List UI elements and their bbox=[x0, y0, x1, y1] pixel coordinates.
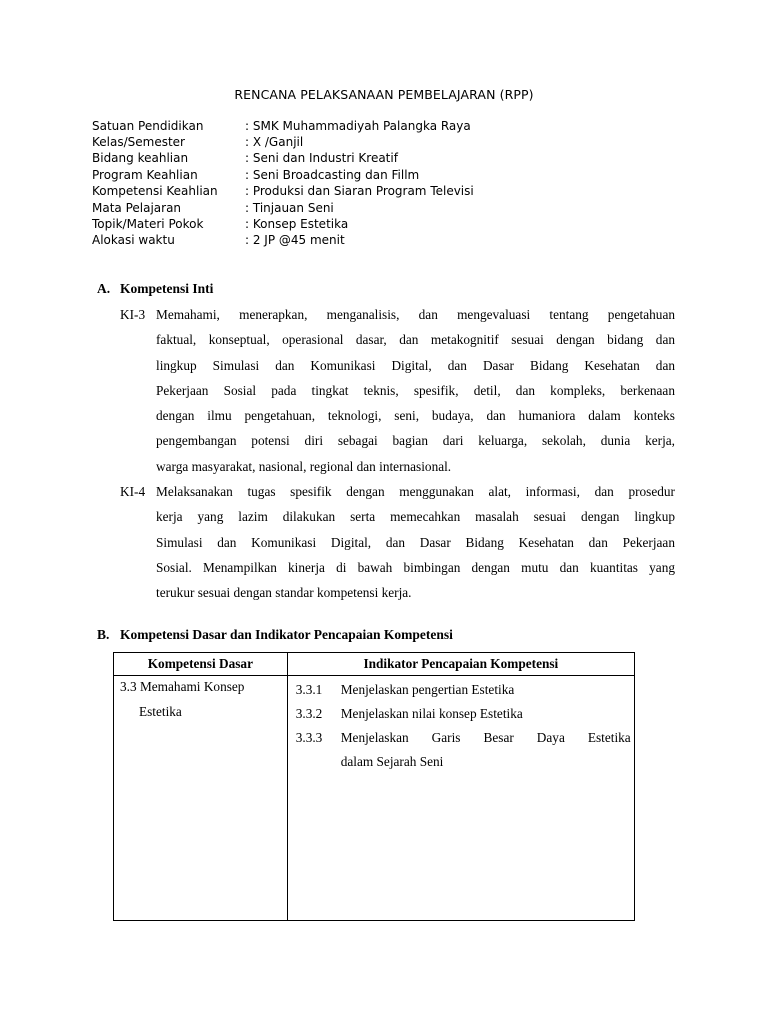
identity-label: Kelas/Semester bbox=[92, 135, 185, 149]
indicator-number: 3.3.2 bbox=[295, 706, 323, 721]
identity-value: : Tinjauan Seni bbox=[245, 201, 334, 215]
identity-label: Topik/Materi Pokok bbox=[92, 217, 204, 231]
ki-line: dengan ilmu pengetahuan, teknologi, seni, budaya, dan humaniora dalam konteks bbox=[156, 408, 675, 424]
section-title: Kompetensi Inti bbox=[120, 281, 214, 296]
section-letter: A. bbox=[97, 281, 111, 296]
ki-line: Pekerjaan Sosial pada tingkat teknis, spesifik, detil, dan kompleks, berkenaan bbox=[156, 382, 675, 398]
ki4-paragraph bbox=[120, 479, 675, 605]
identity-label: Bidang keahlian bbox=[92, 151, 189, 165]
identity-value: : 2 JP @45 menit bbox=[245, 233, 345, 247]
document-title: RENCANA PELAKSANAAN PEMBELAJARAN (RPP) bbox=[234, 87, 534, 102]
table-header-kd: Kompetensi Dasar bbox=[114, 653, 288, 676]
ki-line: Simulasi dan Komunikasi Digital, dan Dasar Bidang Kesehatan dan Pekerjaan bbox=[156, 534, 675, 550]
ki-line: faktual, konseptual, operasional dasar, dan metakognitif sesuai dengan bidang dan bbox=[156, 332, 675, 348]
identity-label: Satuan Pendidikan bbox=[92, 119, 204, 133]
identity-value: : SMK Muhammadiyah Palangka Raya bbox=[245, 119, 471, 133]
ki-line: warga masyarakat, nasional, regional dan internasional. bbox=[156, 458, 452, 474]
indicator-text: Menjelaskan pengertian Estetika bbox=[340, 682, 515, 697]
identity-label: Program Keahlian bbox=[92, 168, 198, 182]
ki-line: terukur sesuai dengan standar kompetensi kerja. bbox=[156, 585, 412, 601]
indicator-number: 3.3.3 bbox=[295, 730, 323, 745]
ki-line: kerja yang lazim dilakukan serta memecahkan masalah sesuai dengan lingkup bbox=[156, 509, 675, 525]
ki-line: pengembangan potensi diri sebagai bagian dari keluarga, sekolah, dunia kerja, bbox=[156, 433, 675, 449]
table-header-row bbox=[114, 653, 635, 676]
identity-value: : Konsep Estetika bbox=[245, 217, 349, 231]
section-title: Kompetensi Dasar dan Indikator Pencapaian Kompetensi bbox=[120, 627, 453, 642]
table-row bbox=[114, 676, 635, 921]
ki3-paragraph bbox=[120, 302, 675, 479]
identity-value: : Seni dan Industri Kreatif bbox=[245, 151, 398, 165]
indicator-number: 3.3.1 bbox=[295, 682, 323, 697]
ki-line: Memahami, menerapkan, menganalisis, dan mengevaluasi tentang pengetahuan bbox=[156, 307, 675, 322]
ki-line: Melaksanakan tugas spesifik dengan menggunakan alat, informasi, dan prosedur bbox=[156, 484, 675, 499]
identity-label: Kompetensi Keahlian bbox=[92, 184, 218, 198]
identity-value: : Produksi dan Siaran Program Televisi bbox=[245, 184, 474, 198]
ki-line: Sosial. Menampilkan kinerja di bawah bimbingan dengan mutu dan kuantitas yang bbox=[156, 559, 675, 575]
table-header-indicator: Indikator Pencapaian Kompetensi bbox=[287, 653, 634, 676]
kd-text: 3.3 Memahami Konsep bbox=[120, 679, 245, 694]
ki-line: lingkup Simulasi dan Komunikasi Digital, dan Dasar Bidang Kesehatan dan bbox=[156, 357, 675, 373]
competency-table bbox=[113, 652, 635, 921]
identity-value: : X /Ganjil bbox=[245, 135, 304, 149]
section-letter: B. bbox=[97, 627, 110, 642]
identity-label: Alokasi waktu bbox=[92, 233, 175, 247]
kd-text: Estetika bbox=[139, 704, 182, 719]
indicator-cell bbox=[287, 676, 634, 921]
ki-code: KI-3 bbox=[120, 307, 146, 322]
kd-cell bbox=[114, 676, 288, 921]
identity-value: : Seni Broadcasting dan Fillm bbox=[245, 168, 420, 182]
ki-code: KI-4 bbox=[120, 484, 146, 499]
indicator-text: dalam Sejarah Seni bbox=[340, 754, 444, 769]
indicator-text: Menjelaskan Garis Besar Daya Estetika bbox=[340, 730, 631, 745]
indicator-text: Menjelaskan nilai konsep Estetika bbox=[340, 706, 523, 721]
identity-label: Mata Pelajaran bbox=[92, 201, 182, 215]
